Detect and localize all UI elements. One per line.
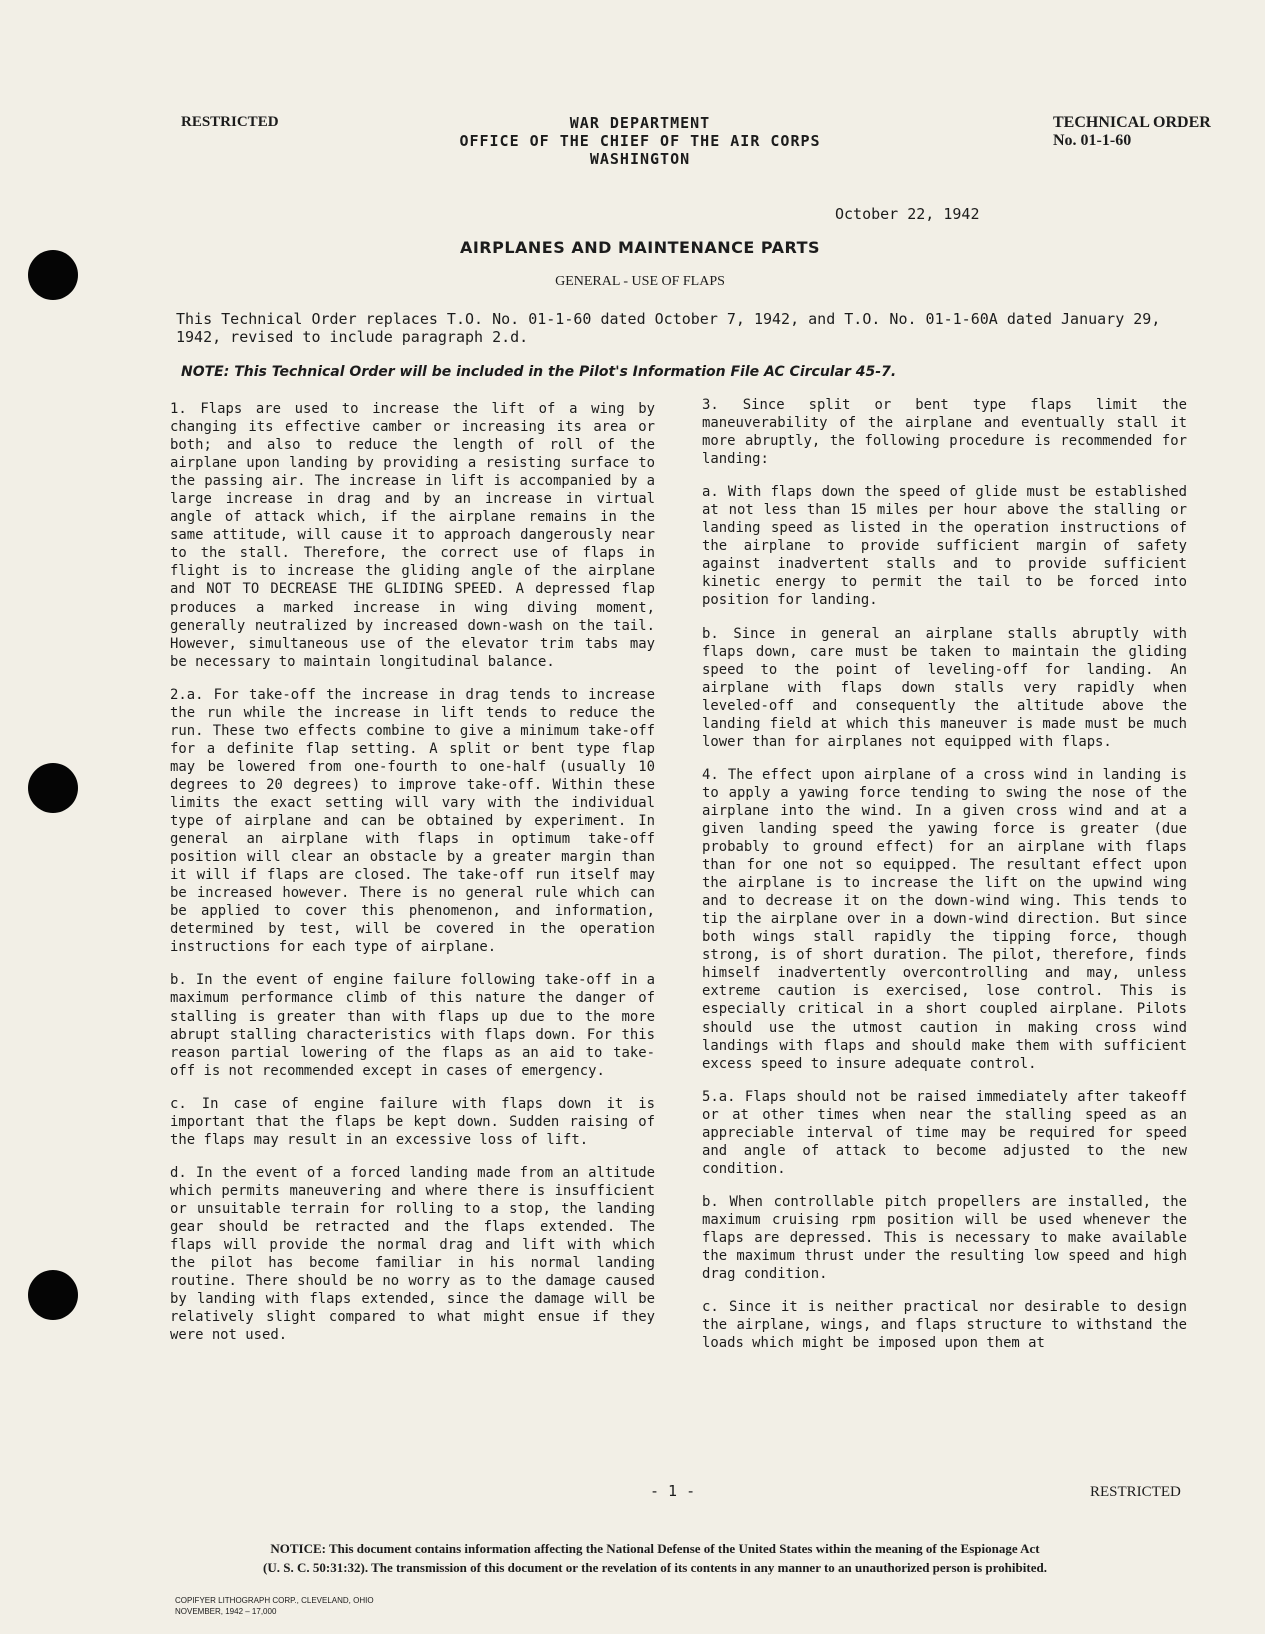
paragraph-5b: b. When controllable pitch propellers are installed, the maximum cruising rpm position will be used whenever the flaps are depressed. This is necessary to make available the maximum thrust under the resulting low speed and high drag condition. xyxy=(702,1193,1187,1283)
department-line: WAR DEPARTMENT xyxy=(569,114,711,132)
punch-hole-bottom xyxy=(28,1270,78,1320)
right-column xyxy=(702,396,1187,1367)
document-subtitle: GENERAL - USE OF FLAPS xyxy=(555,274,725,289)
department-header xyxy=(360,114,920,168)
page-number: - 1 - xyxy=(650,1482,696,1500)
espionage-notice xyxy=(200,1539,1110,1577)
paragraph-5a: 5.a. Flaps should not be raised immediately after takeoff or at other times when near the stalling speed as an appreciable interval of time may be required for speed and angle of attack to become adjusted to the new condition. xyxy=(702,1088,1187,1177)
paragraph-2a: 2.a. For take-off the increase in drag tends to increase the run while the increase in lift tends to reduce the run. These two effects combine to give a minimum take-off for a definite flap setting. A split or bent type flap may be lowered from one-fourth to one-half (usually 10 degrees to 20 degrees) to improve take-off. Within these limits the exact setting will vary with the individual type of airplane and can be obtained by experiment. In general an airplane with flaps in optimum take-off position will clear an obstacle by a greater margin than it will if flaps are closed. The take-off run itself may be increased however. There is no general rule which can be applied to cover this phenomenon, and information, determined by test, will be covered in the operation instructions for each type of airplane. xyxy=(170,686,655,956)
intro-paragraph: This Technical Order replaces T.O. No. 01-1-60 dated October 7, 1942, and T.O. No. 01-1-60A dated January 29, 1942, revised to include paragraph 2.d. xyxy=(176,310,1161,346)
city-line: WASHINGTON xyxy=(589,150,691,168)
document-date: October 22, 1942 xyxy=(835,205,980,223)
paragraph-2c: c. In case of engine failure with flaps down it is important that the flaps be kept down. Sudden raising of the flaps may result in an excessive loss of lift. xyxy=(170,1095,655,1148)
print-run: NOVEMBER, 1942 – 17,000 xyxy=(175,1607,277,1616)
paragraph-2b: b. In the event of engine failure following take-off in a maximum performance climb of this nature the danger of stalling is greater than with flaps up due to the more abrupt stalling characteristics with flaps down. For this reason partial lowering of the flaps as an aid to take-off is not recommended except in cases of emergency. xyxy=(170,972,655,1079)
paragraph-3: 3. Since split or bent type flaps limit the maneuverability of the airplane and eventually stall it more abruptly, the following procedure is recommended for landing: xyxy=(702,397,1187,468)
punch-hole-middle xyxy=(28,763,78,813)
notice-line-1: NOTICE: This document contains information affecting the National Defense of the United States within the meaning of the Espionage Act xyxy=(270,1541,1040,1556)
note-paragraph: NOTE: This Technical Order will be included in the Pilot's Information File AC Circular 45-7. xyxy=(181,364,897,380)
printer-imprint xyxy=(175,1595,374,1617)
office-line: OFFICE OF THE CHIEF OF THE AIR CORPS xyxy=(459,132,821,150)
document-title: AIRPLANES AND MAINTENANCE PARTS xyxy=(459,238,821,257)
paragraph-5c: c. Since it is neither practical nor desirable to design the airplane, wings, and flaps structure to withstand the loads which might be imposed upon them at xyxy=(702,1299,1187,1352)
paragraph-3a: a. With flaps down the speed of glide must be established at not less than 15 miles per hour above the stalling or landing speed as listed in the operation instructions of the airplane to provide sufficient margin of safety against inadvertent stalls and to provide sufficient kinetic energy to permit the tail to be forced into position for landing. xyxy=(702,484,1187,609)
paragraph-3b: b. Since in general an airplane stalls abruptly with flaps down, care must be taken to maintain the gliding speed to the point of leveling-off for landing. An airplane with flaps down stalls very rapidly when leveled-off and consequently the altitude above the landing field at which this maneuver is made must be much lower than for airplanes not equipped with flaps. xyxy=(702,625,1187,750)
classification-header: RESTRICTED xyxy=(181,114,279,130)
paragraph-4: 4. The effect upon airplane of a cross wind in landing is to apply a yawing force tending to swing the nose of the airplane into the wind. In a given cross wind and at a given landing speed the yawing force is greater (due probably to ground effect) for an airplane with flaps than for one not so equipped. The resultant effect upon the airplane is to increase the lift on the upwind wing and to decrease it on the down-wind wing. This tends to tip the airplane over in a down-wind direction. But since both wings stall rapidly the tipping force, though strong, is of short duration. The pilot, therefore, finds himself inadvertently overcontrolling and may, unless extreme caution is exercised, lose control. This is especially critical in a short coupled airplane. Pilots should use the utmost caution in making cross wind landings with flaps and should make them with sufficient excess speed to insure adequate control. xyxy=(702,766,1187,1072)
paragraph-2d: d. In the event of a forced landing made from an altitude which permits maneuvering and where there is insufficient or unsuitable terrain for rolling to a stop, the landing gear should be retracted and the flaps extended. The flaps will provide the normal drag and lift with which the pilot has become familiar in his normal landing routine. There should be no worry as to the damage caused by landing with flaps extended, since the damage will be relatively slight compared to what might ensue if they were not used. xyxy=(170,1164,655,1344)
left-column xyxy=(170,400,655,1359)
notice-line-2: (U. S. C. 50:31:32). The transmission of this document or the revelation of its contents in any manner to an unauthorized person is prohibited. xyxy=(263,1560,1047,1575)
paragraph-1: 1. Flaps are used to increase the lift of a wing by changing its effective camber or increasing its area or both; and also to reduce the length of roll of the airplane upon landing by providing a resisting surface to the passing air. The increase in lift is accompanied by a large increase in drag and by an increase in virtual angle of attack which, if the airplane remains in the same attitude, will cause it to approach dangerously near to the stall. Therefore, the correct use of flaps in flight is to increase the gliding angle of the airplane and NOT TO DECREASE THE GLIDING SPEED. A depressed flap produces a marked increase in wing diving moment, generally neutralized by increased down-wash on the tail. However, simultaneous use of the elevator trim tabs may be necessary to maintain longitudinal balance. xyxy=(170,401,655,670)
classification-footer: RESTRICTED xyxy=(1090,1484,1181,1500)
order-number: No. 01-1-60 xyxy=(1053,132,1132,149)
order-number-header xyxy=(1053,114,1211,150)
printer-name: COPIFYER LITHOGRAPH CORP., CLEVELAND, OHIO xyxy=(175,1596,374,1605)
punch-hole-top xyxy=(28,250,78,300)
order-label: TECHNICAL ORDER xyxy=(1053,114,1211,131)
